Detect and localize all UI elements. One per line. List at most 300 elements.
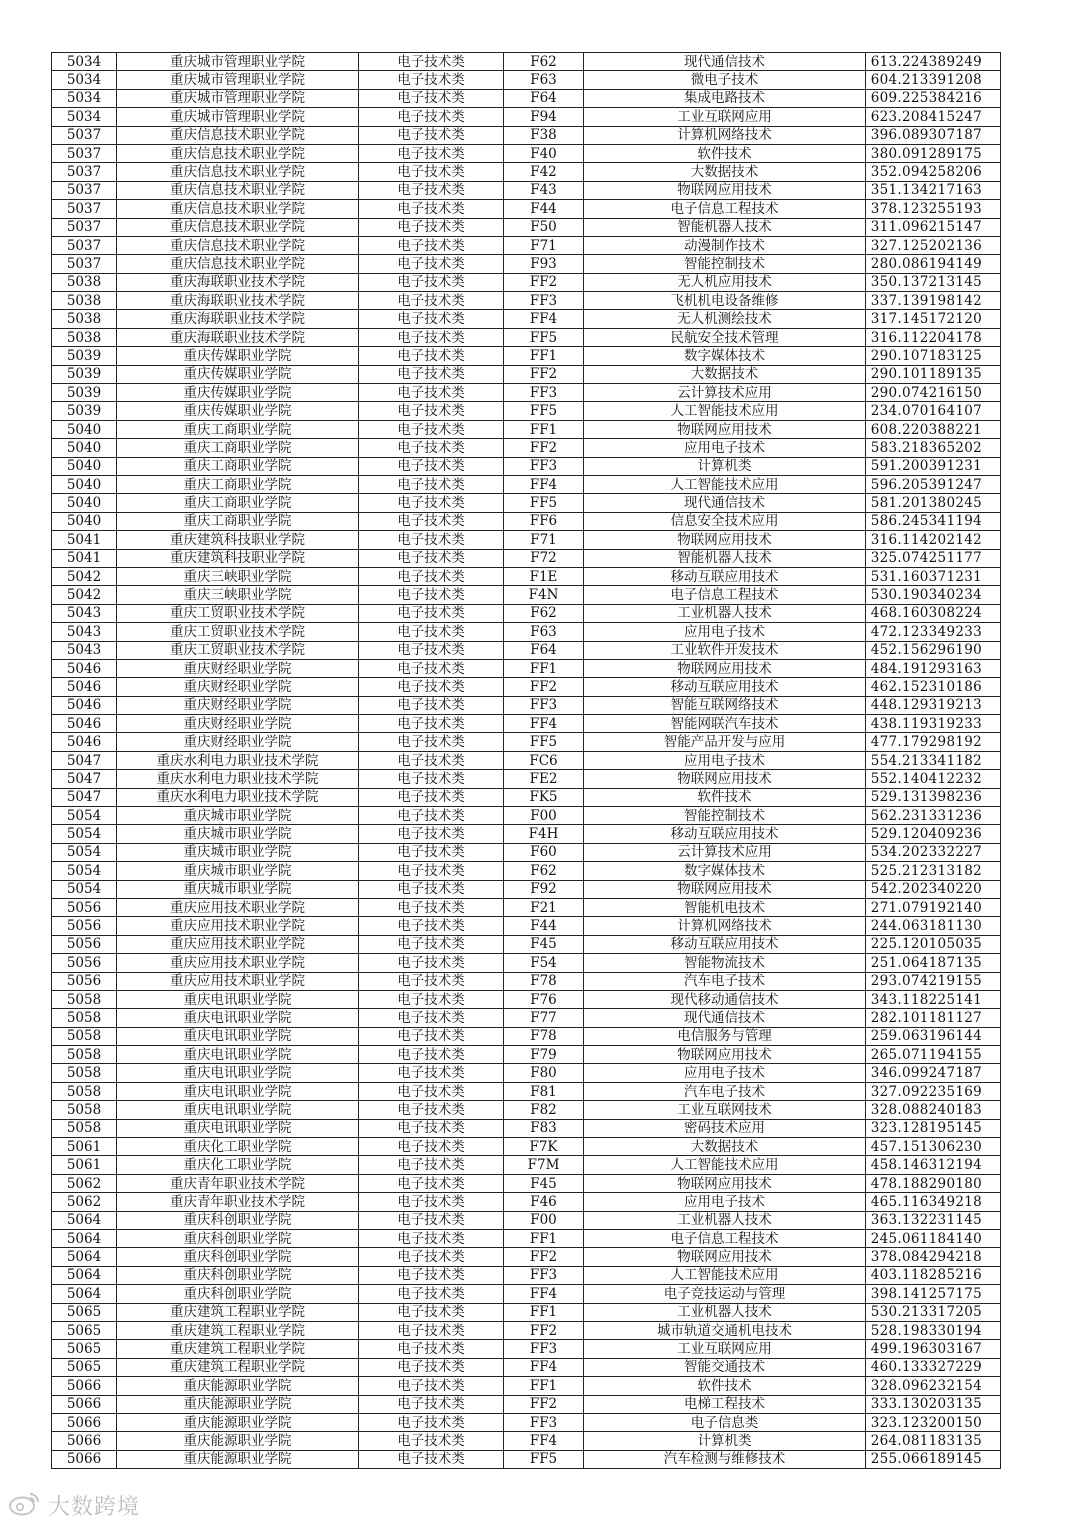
table-row: [52, 1119, 1001, 1137]
table-row: [52, 788, 1001, 806]
school-name-cell: 重庆能源职业学院: [117, 1395, 359, 1413]
school-name-cell: 重庆信息技术职业学院: [117, 163, 359, 181]
major-name-cell: 电子信息工程技术: [584, 200, 866, 218]
category-cell: 电子技术类: [359, 788, 504, 806]
table-row: [52, 1082, 1001, 1100]
major-name-cell: 工业互联网应用: [584, 1340, 866, 1358]
category-cell: 电子技术类: [359, 163, 504, 181]
score-cell: 396.089307187: [866, 126, 1001, 144]
major-code-cell: F7M: [504, 1156, 584, 1174]
school-code-cell: 5040: [52, 439, 117, 457]
major-name-cell: 电信服务与管理: [584, 1027, 866, 1045]
table-row: [52, 751, 1001, 769]
major-code-cell: FF1: [504, 1377, 584, 1395]
major-name-cell: 智能互联网络技术: [584, 696, 866, 714]
major-code-cell: FF3: [504, 1266, 584, 1284]
category-cell: 电子技术类: [359, 200, 504, 218]
score-cell: 290.107183125: [866, 347, 1001, 365]
table-row: [52, 898, 1001, 916]
table-row: [52, 273, 1001, 291]
major-code-cell: F54: [504, 954, 584, 972]
table-row: [52, 1303, 1001, 1321]
major-name-cell: 物联网应用技术: [584, 1248, 866, 1266]
school-name-cell: 重庆建筑工程职业学院: [117, 1340, 359, 1358]
score-cell: 528.198330194: [866, 1321, 1001, 1339]
school-code-cell: 5064: [52, 1230, 117, 1248]
major-name-cell: 物联网应用技术: [584, 531, 866, 549]
score-cell: 525.212313182: [866, 862, 1001, 880]
table-row: [52, 1211, 1001, 1229]
major-name-cell: 物联网应用技术: [584, 659, 866, 677]
score-cell: 554.213341182: [866, 751, 1001, 769]
table-row: [52, 1138, 1001, 1156]
school-code-cell: 5040: [52, 475, 117, 493]
score-cell: 529.131398236: [866, 788, 1001, 806]
major-name-cell: 电子信息工程技术: [584, 586, 866, 604]
school-code-cell: 5039: [52, 384, 117, 402]
major-name-cell: 信息安全技术应用: [584, 512, 866, 530]
school-name-cell: 重庆工商职业学院: [117, 475, 359, 493]
table-row: [52, 623, 1001, 641]
school-name-cell: 重庆能源职业学院: [117, 1377, 359, 1395]
major-code-cell: F62: [504, 604, 584, 622]
school-code-cell: 5037: [52, 144, 117, 162]
table-row: [52, 200, 1001, 218]
school-name-cell: 重庆传媒职业学院: [117, 384, 359, 402]
school-name-cell: 重庆建筑工程职业学院: [117, 1358, 359, 1376]
category-cell: 电子技术类: [359, 1211, 504, 1229]
category-cell: 电子技术类: [359, 420, 504, 438]
school-name-cell: 重庆应用技术职业学院: [117, 898, 359, 916]
major-code-cell: FF5: [504, 733, 584, 751]
major-code-cell: FF2: [504, 1248, 584, 1266]
category-cell: 电子技术类: [359, 71, 504, 89]
major-code-cell: F63: [504, 623, 584, 641]
table-row: [52, 825, 1001, 843]
school-code-cell: 5062: [52, 1193, 117, 1211]
table-row: [52, 1156, 1001, 1174]
major-name-cell: 智能交通技术: [584, 1358, 866, 1376]
major-code-cell: F1E: [504, 567, 584, 585]
table-row: [52, 347, 1001, 365]
major-name-cell: 大数据技术: [584, 365, 866, 383]
major-name-cell: 集成电路技术: [584, 89, 866, 107]
school-code-cell: 5066: [52, 1377, 117, 1395]
major-code-cell: FF3: [504, 292, 584, 310]
major-code-cell: F21: [504, 898, 584, 916]
major-code-cell: FF2: [504, 273, 584, 291]
school-code-cell: 5054: [52, 880, 117, 898]
school-name-cell: 重庆科创职业学院: [117, 1248, 359, 1266]
major-code-cell: F44: [504, 200, 584, 218]
major-name-cell: 应用电子技术: [584, 623, 866, 641]
major-name-cell: 民航安全技术管理: [584, 328, 866, 346]
score-cell: 591.200391231: [866, 457, 1001, 475]
major-name-cell: 智能机电技术: [584, 898, 866, 916]
school-code-cell: 5056: [52, 917, 117, 935]
school-name-cell: 重庆能源职业学院: [117, 1413, 359, 1431]
score-cell: 460.133327229: [866, 1358, 1001, 1376]
category-cell: 电子技术类: [359, 1413, 504, 1431]
score-cell: 484.191293163: [866, 659, 1001, 677]
table-row: [52, 328, 1001, 346]
score-cell: 531.160371231: [866, 567, 1001, 585]
major-code-cell: F78: [504, 972, 584, 990]
major-code-cell: F71: [504, 531, 584, 549]
school-name-cell: 重庆能源职业学院: [117, 1432, 359, 1450]
major-code-cell: F7K: [504, 1138, 584, 1156]
category-cell: 电子技术类: [359, 678, 504, 696]
school-code-cell: 5058: [52, 1046, 117, 1064]
major-name-cell: 工业软件开发技术: [584, 641, 866, 659]
school-name-cell: 重庆传媒职业学院: [117, 365, 359, 383]
school-name-cell: 重庆化工职业学院: [117, 1156, 359, 1174]
major-name-cell: 汽车电子技术: [584, 972, 866, 990]
major-code-cell: F4N: [504, 586, 584, 604]
school-name-cell: 重庆建筑工程职业学院: [117, 1303, 359, 1321]
major-code-cell: FF1: [504, 1303, 584, 1321]
table-row: [52, 1046, 1001, 1064]
score-cell: 271.079192140: [866, 898, 1001, 916]
table-row: [52, 126, 1001, 144]
major-code-cell: FF2: [504, 365, 584, 383]
major-code-cell: F93: [504, 255, 584, 273]
score-cell: 398.141257175: [866, 1285, 1001, 1303]
school-name-cell: 重庆信息技术职业学院: [117, 218, 359, 236]
major-code-cell: FF2: [504, 678, 584, 696]
score-cell: 311.096215147: [866, 218, 1001, 236]
table-row: [52, 475, 1001, 493]
score-cell: 596.205391247: [866, 475, 1001, 493]
score-cell: 265.071194155: [866, 1046, 1001, 1064]
school-name-cell: 重庆信息技术职业学院: [117, 200, 359, 218]
school-code-cell: 5066: [52, 1450, 117, 1468]
major-name-cell: 电子信息类: [584, 1413, 866, 1431]
school-name-cell: 重庆城市职业学院: [117, 880, 359, 898]
major-name-cell: 汽车检测与维修技术: [584, 1450, 866, 1468]
category-cell: 电子技术类: [359, 659, 504, 677]
score-cell: 530.190340234: [866, 586, 1001, 604]
category-cell: 电子技术类: [359, 862, 504, 880]
school-name-cell: 重庆水利电力职业技术学院: [117, 788, 359, 806]
major-code-cell: FK5: [504, 788, 584, 806]
category-cell: 电子技术类: [359, 1321, 504, 1339]
major-code-cell: F50: [504, 218, 584, 236]
school-name-cell: 重庆信息技术职业学院: [117, 181, 359, 199]
score-cell: 499.196303167: [866, 1340, 1001, 1358]
school-name-cell: 重庆工贸职业技术学院: [117, 641, 359, 659]
category-cell: 电子技术类: [359, 236, 504, 254]
major-code-cell: FC6: [504, 751, 584, 769]
category-cell: 电子技术类: [359, 310, 504, 328]
school-name-cell: 重庆工贸职业技术学院: [117, 623, 359, 641]
school-code-cell: 5062: [52, 1174, 117, 1192]
school-name-cell: 重庆工贸职业技术学院: [117, 604, 359, 622]
score-cell: 581.201380245: [866, 494, 1001, 512]
score-cell: 604.213391208: [866, 71, 1001, 89]
table-row: [52, 917, 1001, 935]
major-name-cell: 智能网联汽车技术: [584, 715, 866, 733]
school-code-cell: 5037: [52, 163, 117, 181]
table-row: [52, 1285, 1001, 1303]
school-name-cell: 重庆电讯职业学院: [117, 1101, 359, 1119]
major-code-cell: F42: [504, 163, 584, 181]
score-cell: 244.063181130: [866, 917, 1001, 935]
table-row: [52, 567, 1001, 585]
school-code-cell: 5058: [52, 1119, 117, 1137]
school-code-cell: 5047: [52, 788, 117, 806]
school-code-cell: 5064: [52, 1266, 117, 1284]
major-name-cell: 移动互联应用技术: [584, 678, 866, 696]
score-cell: 280.086194149: [866, 255, 1001, 273]
school-code-cell: 5038: [52, 310, 117, 328]
school-name-cell: 重庆财经职业学院: [117, 659, 359, 677]
school-name-cell: 重庆应用技术职业学院: [117, 935, 359, 953]
category-cell: 电子技术类: [359, 1174, 504, 1192]
school-name-cell: 重庆科创职业学院: [117, 1230, 359, 1248]
category-cell: 电子技术类: [359, 604, 504, 622]
major-code-cell: F72: [504, 549, 584, 567]
score-cell: 583.218365202: [866, 439, 1001, 457]
major-code-cell: FF1: [504, 420, 584, 438]
major-code-cell: F63: [504, 71, 584, 89]
school-name-cell: 重庆电讯职业学院: [117, 1046, 359, 1064]
school-name-cell: 重庆应用技术职业学院: [117, 972, 359, 990]
score-cell: 343.118225141: [866, 990, 1001, 1008]
major-name-cell: 工业机器人技术: [584, 1303, 866, 1321]
major-code-cell: F4H: [504, 825, 584, 843]
major-name-cell: 密码技术应用: [584, 1119, 866, 1137]
weibo-icon: [8, 1489, 42, 1521]
school-code-cell: 5064: [52, 1285, 117, 1303]
category-cell: 电子技术类: [359, 954, 504, 972]
school-code-cell: 5034: [52, 108, 117, 126]
category-cell: 电子技术类: [359, 1358, 504, 1376]
major-code-cell: F78: [504, 1027, 584, 1045]
major-name-cell: 无人机测绘技术: [584, 310, 866, 328]
table-row: [52, 678, 1001, 696]
score-cell: 530.213317205: [866, 1303, 1001, 1321]
major-name-cell: 无人机应用技术: [584, 273, 866, 291]
major-name-cell: 工业互联网应用: [584, 108, 866, 126]
school-code-cell: 5043: [52, 641, 117, 659]
major-code-cell: F76: [504, 990, 584, 1008]
table-row: [52, 1266, 1001, 1284]
score-cell: 350.137213145: [866, 273, 1001, 291]
major-name-cell: 现代通信技术: [584, 1009, 866, 1027]
school-code-cell: 5065: [52, 1303, 117, 1321]
school-code-cell: 5061: [52, 1138, 117, 1156]
table-row: [52, 972, 1001, 990]
school-name-cell: 重庆电讯职业学院: [117, 1082, 359, 1100]
score-cell: 316.112204178: [866, 328, 1001, 346]
major-code-cell: FF1: [504, 347, 584, 365]
major-code-cell: F00: [504, 807, 584, 825]
table-row: [52, 163, 1001, 181]
major-code-cell: FF4: [504, 715, 584, 733]
school-code-cell: 5043: [52, 623, 117, 641]
table-row: [52, 586, 1001, 604]
school-code-cell: 5039: [52, 365, 117, 383]
major-code-cell: FF3: [504, 1413, 584, 1431]
category-cell: 电子技术类: [359, 347, 504, 365]
school-code-cell: 5064: [52, 1211, 117, 1229]
school-name-cell: 重庆海联职业技术学院: [117, 310, 359, 328]
table-row: [52, 1358, 1001, 1376]
major-name-cell: 智能控制技术: [584, 255, 866, 273]
major-code-cell: F92: [504, 880, 584, 898]
table-row: [52, 439, 1001, 457]
major-name-cell: 智能物流技术: [584, 954, 866, 972]
table-row: [52, 457, 1001, 475]
table-row: [52, 420, 1001, 438]
table-row: [52, 990, 1001, 1008]
score-cell: 346.099247187: [866, 1064, 1001, 1082]
school-code-cell: 5034: [52, 53, 117, 71]
category-cell: 电子技术类: [359, 1193, 504, 1211]
table-row: [52, 1174, 1001, 1192]
score-cell: 327.092235169: [866, 1082, 1001, 1100]
table-row: [52, 1450, 1001, 1468]
major-name-cell: 智能机器人技术: [584, 549, 866, 567]
school-code-cell: 5061: [52, 1156, 117, 1174]
major-code-cell: F94: [504, 108, 584, 126]
score-cell: 448.129319213: [866, 696, 1001, 714]
score-cell: 534.202332227: [866, 843, 1001, 861]
category-cell: 电子技术类: [359, 273, 504, 291]
category-cell: 电子技术类: [359, 696, 504, 714]
watermark: [8, 1488, 140, 1522]
score-cell: 623.208415247: [866, 108, 1001, 126]
category-cell: 电子技术类: [359, 549, 504, 567]
school-name-cell: 重庆城市管理职业学院: [117, 108, 359, 126]
category-cell: 电子技术类: [359, 715, 504, 733]
school-name-cell: 重庆工商职业学院: [117, 494, 359, 512]
category-cell: 电子技术类: [359, 1064, 504, 1082]
school-code-cell: 5038: [52, 328, 117, 346]
school-name-cell: 重庆电讯职业学院: [117, 990, 359, 1008]
school-name-cell: 重庆三峡职业学院: [117, 567, 359, 585]
school-name-cell: 重庆城市职业学院: [117, 807, 359, 825]
major-name-cell: 智能控制技术: [584, 807, 866, 825]
table-row: [52, 365, 1001, 383]
major-name-cell: 计算机网络技术: [584, 126, 866, 144]
major-name-cell: 人工智能技术应用: [584, 475, 866, 493]
score-cell: 352.094258206: [866, 163, 1001, 181]
score-cell: 323.128195145: [866, 1119, 1001, 1137]
table-row: [52, 108, 1001, 126]
school-code-cell: 5037: [52, 255, 117, 273]
school-code-cell: 5043: [52, 604, 117, 622]
category-cell: 电子技术类: [359, 1009, 504, 1027]
major-name-cell: 智能机器人技术: [584, 218, 866, 236]
table-row: [52, 696, 1001, 714]
category-cell: 电子技术类: [359, 89, 504, 107]
score-cell: 458.146312194: [866, 1156, 1001, 1174]
school-code-cell: 5058: [52, 1082, 117, 1100]
category-cell: 电子技术类: [359, 181, 504, 199]
major-name-cell: 计算机类: [584, 457, 866, 475]
major-name-cell: 软件技术: [584, 1377, 866, 1395]
major-code-cell: FF4: [504, 475, 584, 493]
major-code-cell: FF2: [504, 439, 584, 457]
table-row: [52, 843, 1001, 861]
category-cell: 电子技术类: [359, 1450, 504, 1468]
score-cell: 328.088240183: [866, 1101, 1001, 1119]
table-row: [52, 292, 1001, 310]
major-code-cell: F44: [504, 917, 584, 935]
major-name-cell: 云计算技术应用: [584, 384, 866, 402]
major-name-cell: 数字媒体技术: [584, 347, 866, 365]
major-name-cell: 移动互联应用技术: [584, 935, 866, 953]
major-name-cell: 云计算技术应用: [584, 843, 866, 861]
major-code-cell: F43: [504, 181, 584, 199]
school-code-cell: 5047: [52, 770, 117, 788]
major-name-cell: 电子信息工程技术: [584, 1230, 866, 1248]
category-cell: 电子技术类: [359, 402, 504, 420]
school-code-cell: 5039: [52, 347, 117, 365]
score-cell: 542.202340220: [866, 880, 1001, 898]
score-cell: 609.225384216: [866, 89, 1001, 107]
school-code-cell: 5046: [52, 696, 117, 714]
major-code-cell: F64: [504, 89, 584, 107]
school-name-cell: 重庆青年职业技术学院: [117, 1193, 359, 1211]
category-cell: 电子技术类: [359, 218, 504, 236]
major-code-cell: FF3: [504, 1340, 584, 1358]
school-code-cell: 5039: [52, 402, 117, 420]
major-name-cell: 微电子技术: [584, 71, 866, 89]
school-code-cell: 5066: [52, 1432, 117, 1450]
school-name-cell: 重庆传媒职业学院: [117, 347, 359, 365]
major-name-cell: 物联网应用技术: [584, 1046, 866, 1064]
major-code-cell: FF4: [504, 310, 584, 328]
major-name-cell: 现代通信技术: [584, 53, 866, 71]
table-row: [52, 1377, 1001, 1395]
major-name-cell: 物联网应用技术: [584, 1174, 866, 1192]
school-name-cell: 重庆电讯职业学院: [117, 1064, 359, 1082]
school-code-cell: 5040: [52, 457, 117, 475]
school-name-cell: 重庆信息技术职业学院: [117, 144, 359, 162]
school-code-cell: 5037: [52, 218, 117, 236]
category-cell: 电子技术类: [359, 328, 504, 346]
school-name-cell: 重庆应用技术职业学院: [117, 954, 359, 972]
major-name-cell: 大数据技术: [584, 163, 866, 181]
major-code-cell: F77: [504, 1009, 584, 1027]
major-code-cell: F60: [504, 843, 584, 861]
major-name-cell: 电梯工程技术: [584, 1395, 866, 1413]
major-name-cell: 移动互联应用技术: [584, 567, 866, 585]
score-cell: 225.120105035: [866, 935, 1001, 953]
category-cell: 电子技术类: [359, 843, 504, 861]
table-row: [52, 71, 1001, 89]
school-code-cell: 5064: [52, 1248, 117, 1266]
school-name-cell: 重庆财经职业学院: [117, 715, 359, 733]
score-cell: 290.074216150: [866, 384, 1001, 402]
school-name-cell: 重庆海联职业技术学院: [117, 273, 359, 291]
category-cell: 电子技术类: [359, 1046, 504, 1064]
school-code-cell: 5046: [52, 678, 117, 696]
table-body: [52, 53, 1001, 1469]
school-code-cell: 5042: [52, 567, 117, 585]
school-name-cell: 重庆海联职业技术学院: [117, 328, 359, 346]
major-code-cell: FF4: [504, 1358, 584, 1376]
school-code-cell: 5065: [52, 1340, 117, 1358]
school-code-cell: 5038: [52, 273, 117, 291]
major-code-cell: FF4: [504, 1285, 584, 1303]
category-cell: 电子技术类: [359, 1266, 504, 1284]
score-cell: 316.114202142: [866, 531, 1001, 549]
category-cell: 电子技术类: [359, 917, 504, 935]
